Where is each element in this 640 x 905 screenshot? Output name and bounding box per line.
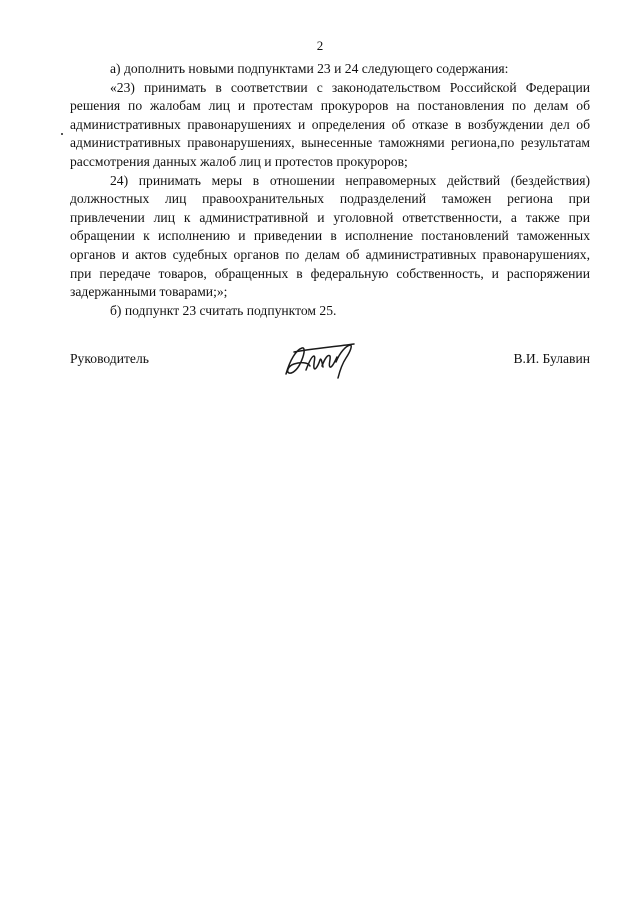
paragraph-subclause-23: «23) принимать в соответствии с законодательством Российской Федерации решения по жалобам лиц и протестам прокуроров на постановления по делам об административных правонарушениях и определения об отказе в возбуждении дел об административных правонарушениях, вынесенные таможнями региона,по результатам рассмотрения данных жалоб лиц и протестов прокуроров; xyxy=(70,79,590,169)
signature-block xyxy=(70,340,590,390)
handwritten-signature xyxy=(280,340,360,384)
page-number: 2 xyxy=(316,38,324,53)
document-body xyxy=(70,60,590,320)
paragraph-subclause-24: 24) принимать меры в отношении неправомерных действий (бездействия) должностных лиц правоохранительных подразделений таможен региона при привлечении лиц к административной и уголовной ответственности, а также при обращении к исполнению и приведении в исполнение постановлений таможенных органов и актов судебных органов по делам об административных правонарушениях, при передаче товаров, обращенных в федеральную собственность, и распоряжении задержанными товарами;»; xyxy=(70,172,590,300)
signatory-position: Руководитель xyxy=(70,351,149,366)
margin-mark xyxy=(61,133,63,135)
paragraph-item-a: а) дополнить новыми подпунктами 23 и 24 следующего содержания: xyxy=(110,61,509,76)
paragraph-item-b: б) подпункт 23 считать подпунктом 25. xyxy=(110,302,337,318)
signatory-name: В.И. Булавин xyxy=(513,351,590,366)
